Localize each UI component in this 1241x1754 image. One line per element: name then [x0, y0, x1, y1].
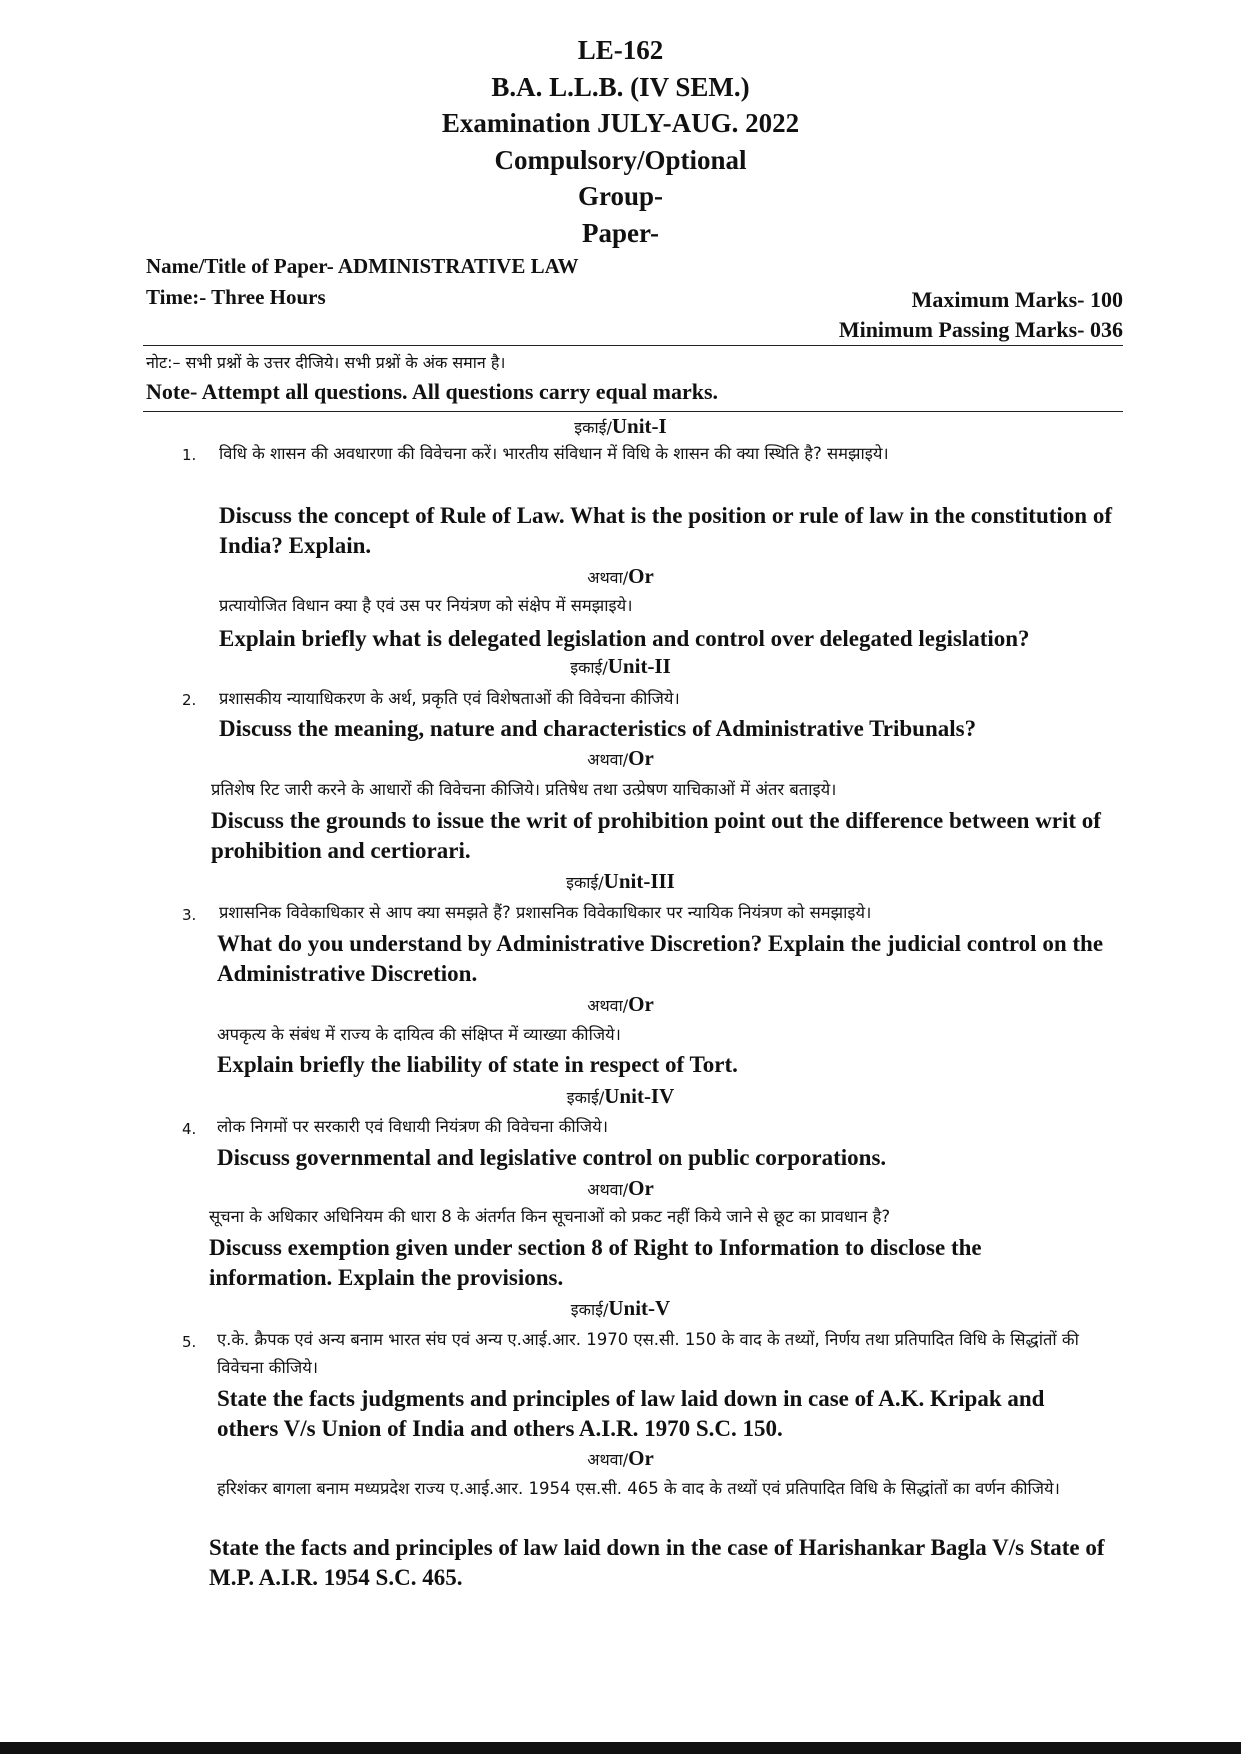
paper-title-label: Name/Title of Paper-: [146, 254, 338, 278]
unit-heading-english: Unit-I: [611, 414, 667, 438]
or-separator: अथवा/Or: [587, 1176, 654, 1200]
unit-heading: इकाई/Unit-IV: [566, 1084, 675, 1108]
question-number: 2.: [182, 691, 197, 709]
min-marks: Minimum Passing Marks- 036: [838, 317, 1123, 342]
unit-heading: [0, 414, 1241, 439]
question-hindi: विधि के शासन की अवधारणा की विवेचना करें। भारतीय संविधान में विधि के शासन की क्या स्थिति है? समझाइये।: [219, 444, 889, 463]
question-hindi-alt: अपकृत्य के संबंध में राज्य के दायित्व की संक्षिप्त में व्याख्या कीजिये।: [217, 1025, 621, 1044]
question-number: 1.: [182, 446, 197, 464]
question-english: What do you understand by Administrative Discretion? Explain the judicial control on the Administrative Discretion.: [217, 931, 1104, 986]
question-hindi-alt: प्रतिशेष रिट जारी करने के आधारों की विवेचना कीजिये। प्रतिषेध तथा उत्प्रेषण याचिकाओं में अंतर बताइये।: [211, 780, 837, 799]
question-english-alt: Discuss the grounds to issue the writ of prohibition point out the difference between writ of prohibition and certiorari.: [211, 808, 1101, 863]
question-english: Discuss the concept of Rule of Law. What is the position or rule of law in the constitution of India? Explain.: [219, 503, 1112, 558]
question-english: Discuss governmental and legislative control on public corporations.: [217, 1145, 887, 1170]
unit-heading: इकाई/Unit-V: [570, 1296, 671, 1320]
unit-heading: इकाई/Unit-III: [566, 869, 675, 893]
question-english-alt: Explain briefly what is delegated legislation and control over delegated legislation?: [219, 626, 1030, 651]
or-separator: अथवा/Or: [587, 746, 654, 770]
question-number: 4.: [182, 1120, 197, 1138]
paper-type: Compulsory/Optional: [494, 144, 747, 175]
question-hindi: प्रशासकीय न्यायाधिकरण के अर्थ, प्रकृति एवं विशेषताओं की विवेचना कीजिये।: [219, 689, 680, 708]
or-separator: अथवा/Or: [587, 1446, 654, 1470]
max-marks: Maximum Marks- 100: [911, 287, 1123, 312]
question-english-alt: Explain briefly the liability of state in respect of Tort.: [217, 1052, 738, 1077]
divider: [143, 345, 1123, 346]
paper-code: LE-162: [577, 35, 664, 65]
note-english: Note- Attempt all questions. All questions carry equal marks.: [146, 379, 718, 404]
course-name: B.A. L.L.B. (IV SEM.): [491, 71, 750, 102]
question-number: 5.: [182, 1333, 197, 1351]
exam-session: Examination JULY-AUG. 2022: [441, 108, 800, 138]
note-hindi: नोट:– सभी प्रश्नों के उत्तर दीजिये। सभी प्रश्नों के अंक समान है।: [146, 353, 506, 372]
group-label: Group-: [577, 181, 664, 211]
or-separator: अथवा/Or: [587, 564, 654, 588]
question-english: State the facts judgments and principles of law laid down in case of A.K. Kripak and others V/s Union of India and others A.I.R. 1970 S.C. 150.: [217, 1386, 1045, 1441]
question-english-alt: State the facts and principles of law laid down in the case of Harishankar Bagla V/s State of M.P. A.I.R. 1954 S.C. 465.: [209, 1535, 1105, 1590]
exam-header: [0, 32, 1241, 251]
scan-edge: [0, 1742, 1241, 1754]
question-number: 3.: [182, 906, 197, 924]
paper-title-value: ADMINISTRATIVE LAW: [337, 254, 579, 278]
question-hindi-alt: हरिशंकर बागला बनाम मध्यप्रदेश राज्य ए.आई.आर. 1954 एस.सी. 465 के वाद के तथ्यों एवं प्रतिपादित विधि के सिद्धांतों का वर्णन कीजिये।: [217, 1479, 1060, 1498]
unit-heading: इकाई/Unit-II: [570, 654, 671, 678]
question-hindi: लोक निगमों पर सरकारी एवं विधायी नियंत्रण की विवेचना कीजिये।: [217, 1117, 608, 1136]
question-english: Discuss the meaning, nature and characteristics of Administrative Tribunals?: [219, 716, 977, 741]
time-allowed: Time:- Three Hours: [146, 285, 326, 309]
divider: [143, 411, 1123, 412]
question-hindi: ए.के. क्रैपक एवं अन्य बनाम भारत संघ एवं अन्य ए.आई.आर. 1970 एस.सी. 150 के वाद के तथ्यों, निर्णय तथा प्रतिपादित विधि के सिद्धांतों की विवेचना कीजिये।: [217, 1330, 1079, 1377]
or-separator: अथवा/Or: [587, 992, 654, 1016]
question-hindi: प्रशासनिक विवेकाधिकार से आप क्या समझते हैं? प्रशासनिक विवेकाधिकार पर न्यायिक नियंत्रण को समझाइये।: [219, 903, 872, 922]
paper-title-line: [146, 254, 1122, 279]
question-hindi-alt: प्रत्यायोजित विधान क्या है एवं उस पर नियंत्रण को संक्षेप में समझाइये।: [219, 596, 633, 615]
question-hindi-alt: सूचना के अधिकार अधिनियम की धारा 8 के अंतर्गत किन सूचनाओं को प्रकट नहीं किये जाने से छूट का प्रावधान है?: [209, 1207, 891, 1226]
question-english-alt: Discuss exemption given under section 8 of Right to Information to disclose the information. Explain the provisions.: [209, 1235, 982, 1290]
paper-label: Paper-: [582, 217, 659, 248]
unit-heading-hindi: इकाई/: [574, 418, 612, 437]
